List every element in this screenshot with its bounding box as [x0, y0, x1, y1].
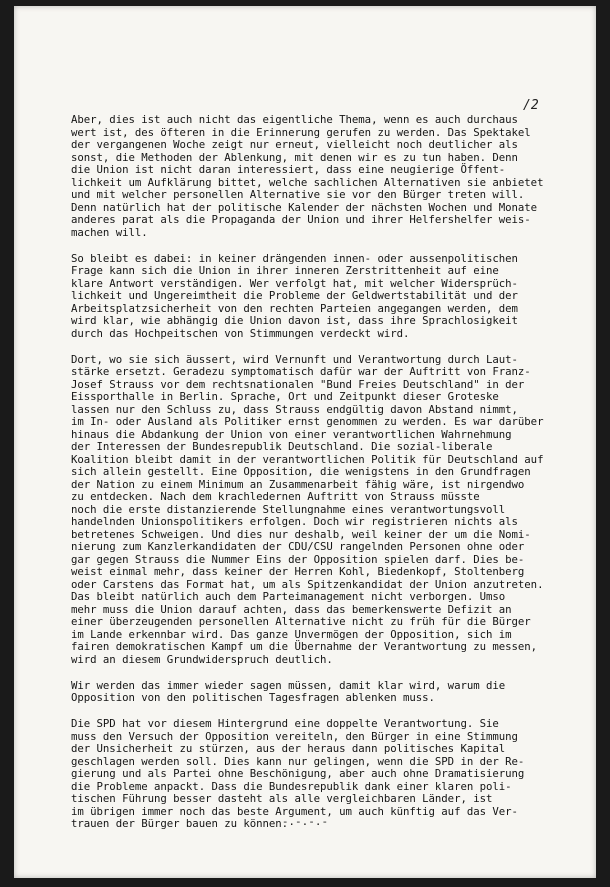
text-line: die Probleme anpackt. Dass die Bundesrepublik dank einer klaren poli-: [71, 779, 512, 793]
closing-mark: -.-.-.-: [281, 815, 329, 828]
text-line: im übrigen immer noch das beste Argument, um auch künftig auf das Ver-: [71, 804, 518, 818]
text-line: Wir werden das immer wieder sagen müssen, damit klar wird, warum die: [71, 678, 506, 692]
text-line: der Nation zu einem Minimum an Zusammenarbeit fähig wäre, ist nirgendwo: [71, 477, 525, 491]
text-line: durch das Hochpeitschen von Stimmungen verdeckt wird.: [71, 326, 410, 340]
document-page: [14, 6, 596, 878]
text-line: mehr muss die Union darauf achten, dass das bemerkenswerte Defizit an: [71, 602, 512, 616]
text-line: Josef Strauss vor dem rechtsnationalen "Bund Freies Deutschland" in der: [71, 377, 525, 391]
text-line: hinaus die Abdankung der Union von einer verantwortlichen Wahrnehmung: [71, 427, 512, 441]
text-line: im Lande erkennbar wird. Das ganze Unvermögen der Opposition, sich im: [71, 627, 512, 641]
text-line: sonst, die Methoden der Ablenkung, mit denen wir es zu tun haben. Denn: [71, 150, 518, 164]
text-line: wird klar, wie abhängig die Union davon ist, dass ihre Sprachlosigkeit: [71, 314, 518, 327]
text-line: lichkeit und Ungereimtheit die Probleme der Geldwertstabilität und der: [71, 289, 518, 302]
text-line: die Union ist nicht daran interessiert, dass eine neugierige Öffent-: [71, 163, 506, 176]
text-line: Opposition von den politischen Tagesfragen ablenken muss.: [71, 691, 435, 704]
text-line: Dort, wo sie sich äussert, wird Vernunft und Verantwortung durch Laut-: [71, 352, 518, 366]
text-line: zu entdecken. Nach dem krachledernen Auftritt von Strauss müsste: [71, 490, 480, 503]
text-line: muss den Versuch der Opposition vereiteln, den Bürger in eine Stimmung: [71, 729, 518, 743]
text-line: gar gegen Strauss die Nummer Eins der Opposition spielen darf. Dies be-: [71, 552, 525, 566]
text-line: Denn natürlich hat der politische Kalender der nächsten Wochen und Monate: [71, 200, 538, 214]
text-line: weist einmal mehr, dass keiner der Herren Kohl, Biedenkopf, Stoltenberg: [71, 565, 525, 578]
text-line: machen will.: [71, 225, 148, 239]
text-line: noch die erste distanzierende Stellungnahme eines verantwortungsvoll: [71, 502, 506, 516]
paragraph: [71, 253, 576, 341]
text-line: wert ist, des öfteren in die Erinnerung gerufen zu werden. Das Spektakel: [71, 125, 531, 139]
text-line: lassen nur den Schluss zu, dass Strauss endgültig davon Abstand nimmt,: [71, 402, 518, 416]
text-line: Das bleibt natürlich auch dem Parteimanagement nicht verborgen. Umso: [71, 590, 506, 603]
text-line: Eissporthalle in Berlin. Sprache, Ort und Zeitpunkt dieser Groteske: [71, 390, 499, 403]
text-line: klare Antwort verständigen. Wer verfolgt hat, mit welcher Widersprüch-: [71, 276, 518, 290]
text-line: anderes parat als die Propaganda der Union und ihrer Helfershelfer weis-: [71, 213, 531, 226]
text-line: tischen Führung besser dasteht als alle vergleichbaren Länder, ist: [71, 792, 493, 805]
text-line: Aber, dies ist auch nicht das eigentliche Thema, wenn es auch durchaus: [71, 113, 518, 126]
text-line: Die SPD hat vor diesem Hintergrund eine doppelte Verantwortung. Sie: [71, 717, 499, 730]
text-line: und mit welcher personellen Alternative sie vor den Bürger treten will.: [71, 188, 525, 201]
paragraph: [71, 354, 576, 667]
text-line: wird an diesem Grundwiderspruch deutlich.: [71, 652, 333, 666]
text-line: So bleibt es dabei: in keiner drängenden innen- oder aussenpolitischen: [71, 251, 518, 265]
text-line: trauen der Bürger bauen zu können.: [71, 817, 289, 830]
text-line: Koalition bleibt damit in der verantwortlichen Politik für Deutschland auf: [71, 452, 544, 466]
text-line: Frage kann sich die Union in ihrer inneren Zerstrittenheit auf eine: [71, 264, 499, 277]
text-line: lichkeit um Aufklärung bittet, welche sachlichen Alternativen sie anbietet: [71, 175, 544, 189]
text-line: nierung zum Kanzlerkandidaten der CDU/CSU rangelnden Personen ohne oder: [71, 540, 525, 553]
text-line: der Unsicherheit zu stürzen, aus der heraus dann politisches Kapital: [71, 742, 506, 755]
text-line: einer überzeugenden personellen Alternative nicht zu früh für die Bürger: [71, 615, 531, 628]
page-number: /2: [523, 98, 539, 113]
text-line: oder Carstens das Format hat, um als Spitzenkandidat der Union anzutreten.: [71, 577, 544, 591]
text-line: handelnden Unionspolitikers erfolgen. Doch wir registrieren nichts als: [71, 515, 518, 528]
paragraph: [71, 114, 576, 239]
text-line: gierung und als Partei ohne Beschönigung, aber auch ohne Dramatisierung: [71, 767, 525, 780]
text-line: stärke ersetzt. Geradezu symptomatisch dafür war der Auftritt von Franz-: [71, 365, 531, 378]
text-line: im In- oder Ausland als Politiker ernst genommen zu werden. Es war darüber: [71, 415, 544, 428]
text-line: betretenes Schweigen. Und dies nur deshalb, weil keiner der um die Nomi-: [71, 527, 531, 541]
text-line: Arbeitsplatzsicherheit von den rechten Parteien angegangen werden, dem: [71, 301, 518, 315]
text-line: der vergangenen Woche zeigt nur erneut, vielleicht noch deutlicher als: [71, 138, 518, 151]
text-line: der Interessen der Bundesrepublik Deutschland. Die sozial-liberale: [71, 440, 493, 453]
text-line: fairen demokratischen Kampf um die Übernahme der Verantwortung zu messen,: [71, 640, 538, 653]
text-line: geschlagen werden soll. Dies kann nur gelingen, wenn die SPD in der Re-: [71, 754, 525, 768]
text-line: sich allein gestellt. Eine Opposition, die wenigstens in den Grundfragen: [71, 465, 531, 478]
paragraph: [71, 680, 576, 705]
paragraph: [71, 718, 576, 831]
document-body: [71, 114, 576, 844]
